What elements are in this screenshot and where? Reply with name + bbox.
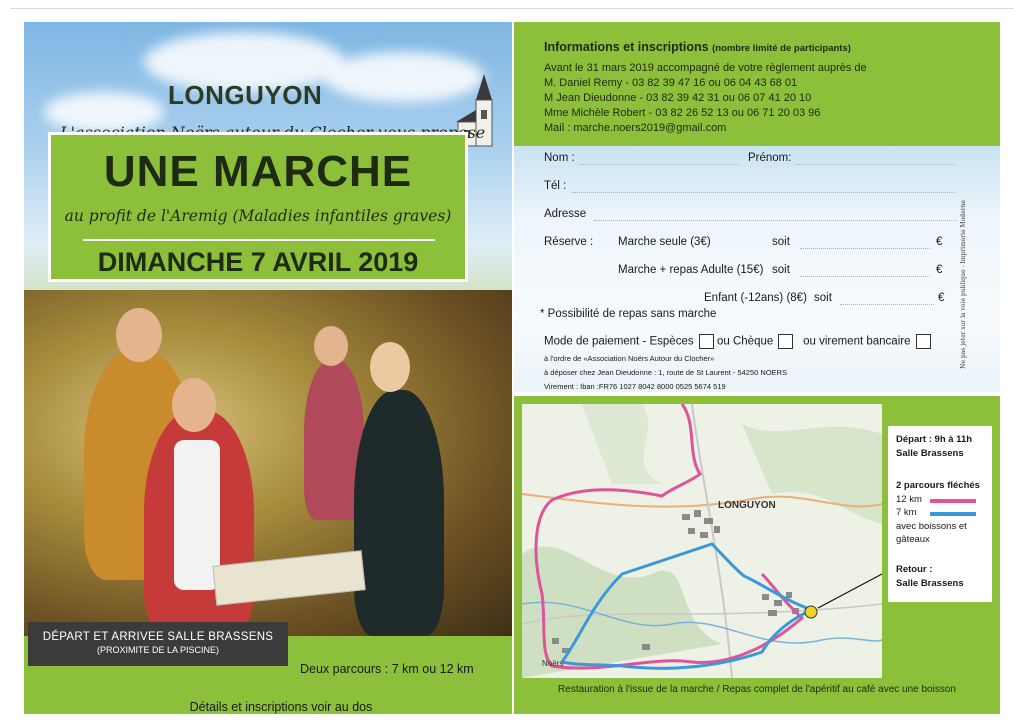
map-legend [888,426,992,602]
depart-main: DÉPART ET ARRIVEE SALLE BRASSENS [42,631,274,643]
legend-7km: 7 km [896,507,917,518]
tel-field[interactable] [572,192,956,193]
info-title [544,40,851,54]
info-line: Mme Michèle Robert - 03 82 26 52 13 ou 06 71 20 03 96 [544,107,821,119]
registration-panel [514,22,1000,392]
soit-label: soit [814,292,832,304]
repas-note: * Possibilité de repas sans marche [540,308,717,320]
soit-label: soit [772,236,790,248]
route-map-graphic [522,404,882,678]
adresse-label: Adresse [544,208,587,220]
euro-sign: € [936,236,943,248]
poster-front [24,22,512,714]
top-rule [10,8,1014,9]
option-marche-seule: Marche seule (3€) [618,236,711,248]
beneficiary-line: au profit de l'Aremig (Maladies infantiles graves) [64,207,452,225]
info-title-note: (nombre limité de participants) [712,43,851,54]
map-panel [514,396,1000,714]
hikers-photo [24,290,512,636]
ordre-text: à l'ordre de «Association Noërs Autour du Clocher» [544,354,715,363]
euro-sign: € [936,264,943,276]
reserve-label: Réserve : [544,236,594,248]
option-enfant: Enfant (-12ans) (8€) [704,292,807,304]
virement-checkbox[interactable] [916,334,931,349]
route-map [522,404,882,678]
details-text: Détails et inscriptions voir au dos [189,700,373,714]
parcours-text: Deux parcours : 7 km ou 12 km [300,662,474,676]
tel-label: Tél : [544,180,567,192]
event-title: UNE MARCHE [103,147,413,196]
nom-label: Nom : [544,152,575,164]
euro-sign: € [938,292,945,304]
legend-parcours-title: 2 parcours fléchés [896,480,980,491]
registration-form [514,146,1000,392]
amount-field-2[interactable] [800,276,930,277]
prenom-field[interactable] [796,164,956,165]
info-line: M. Daniel Remy - 03 82 39 47 16 ou 06 04 43 68 01 [544,77,798,89]
nom-field[interactable] [580,164,740,165]
depart-box [28,622,288,666]
legend-retour-place: Salle Brassens [896,578,964,589]
virement-label: ou virement bancaire [803,335,911,348]
cheque-label: ou Chèque [717,335,774,348]
prenom-label: Prénom: [748,152,792,164]
option-marche-repas: Marche + repas Adulte (15€) [618,264,764,276]
event-headline-box [48,132,468,282]
adresse-field[interactable] [594,220,956,221]
divider [83,239,435,241]
legend-7km-swatch [930,512,976,516]
contact-mail: Mail : marche.noers2019@gmail.com [544,122,727,134]
legend-retour: Retour : [896,564,933,575]
paiement-row [544,334,931,349]
info-title-text: Informations et inscriptions [544,40,709,54]
city-title: LONGUYON [168,80,323,110]
amount-field-3[interactable] [840,304,934,305]
town-label: LONGUYON [718,500,776,511]
legend-12km: 12 km [896,494,922,505]
village-label: Noërs [542,659,564,668]
legend-extras: avec boissons et gâteaux [896,521,967,545]
depart-sub: (PROXIMITE DE LA PISCINE) [96,645,220,655]
cheque-checkbox[interactable] [778,334,793,349]
especes-checkbox[interactable] [699,334,714,349]
legend-depart-place: Salle Brassens [896,448,964,459]
deposer-text: à déposer chez Jean Dieudonne : 1, route de St Laurent - 54250 NOERS [544,368,788,377]
event-date: DIMANCHE 7 AVRIL 2019 [97,247,419,277]
restauration-note: Restauration à l'issue de la marche / Repas complet de l'apéritif au café avec une boisson [558,684,956,695]
info-line: M Jean Dieudonne - 03 82 39 42 31 ou 06 07 41 20 10 [544,92,812,104]
paiement-label: Mode de paiement - Espèces [544,335,694,348]
legend-depart: Départ : 9h à 11h [896,434,973,445]
amount-field-1[interactable] [800,248,930,249]
iban-text: Virement : Iban :FR76 1027 8042 8000 0525 5674 519 [544,382,726,391]
info-line: Avant le 31 mars 2019 accompagné de votre règlement auprès de [544,62,867,74]
soit-label: soit [772,264,790,276]
imprimeur-note: Ne pas jeter sur la voie publique - Imprimerie Moderne [960,200,967,369]
start-marker-icon [805,606,817,618]
legend-12km-swatch [930,499,976,503]
